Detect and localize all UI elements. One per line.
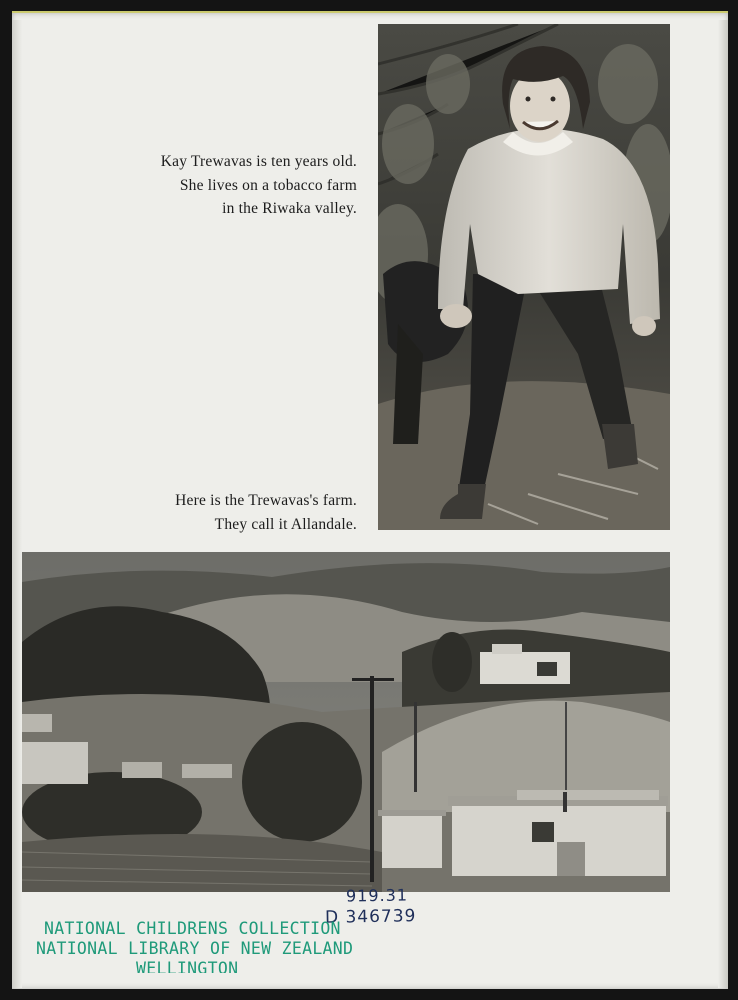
show-through-ghost-text (40, 30, 240, 70)
page-gutter (12, 20, 22, 988)
caption-line: They call it Allandale. (214, 515, 357, 533)
stamp-line: NATIONAL LIBRARY OF NEW ZEALAND (36, 939, 354, 958)
caption-line: She lives on a tobacco farm (179, 176, 357, 194)
caption-line: Here is the Trewavas's farm. (175, 492, 357, 509)
caption-intro (60, 150, 357, 221)
caption-line: in the Riwaka valley. (222, 200, 357, 217)
photo-girl-in-tobacco-field-icon (378, 24, 670, 530)
accession-number: D 346739 (324, 906, 417, 928)
caption-farm (60, 489, 357, 536)
photo-farm (22, 552, 670, 892)
library-stamp (36, 919, 353, 973)
stamp-line: NATIONAL CHILDRENS COLLECTION (44, 919, 341, 938)
page-edge (718, 20, 728, 988)
photo-girl (378, 24, 670, 530)
call-number: 919.31 (345, 885, 409, 906)
photo-farm-buildings-in-valley-icon (22, 552, 670, 892)
caption-line: Kay Trewavas is ten years old. (160, 153, 357, 170)
stamp-line: WELLINGTON (136, 959, 239, 973)
